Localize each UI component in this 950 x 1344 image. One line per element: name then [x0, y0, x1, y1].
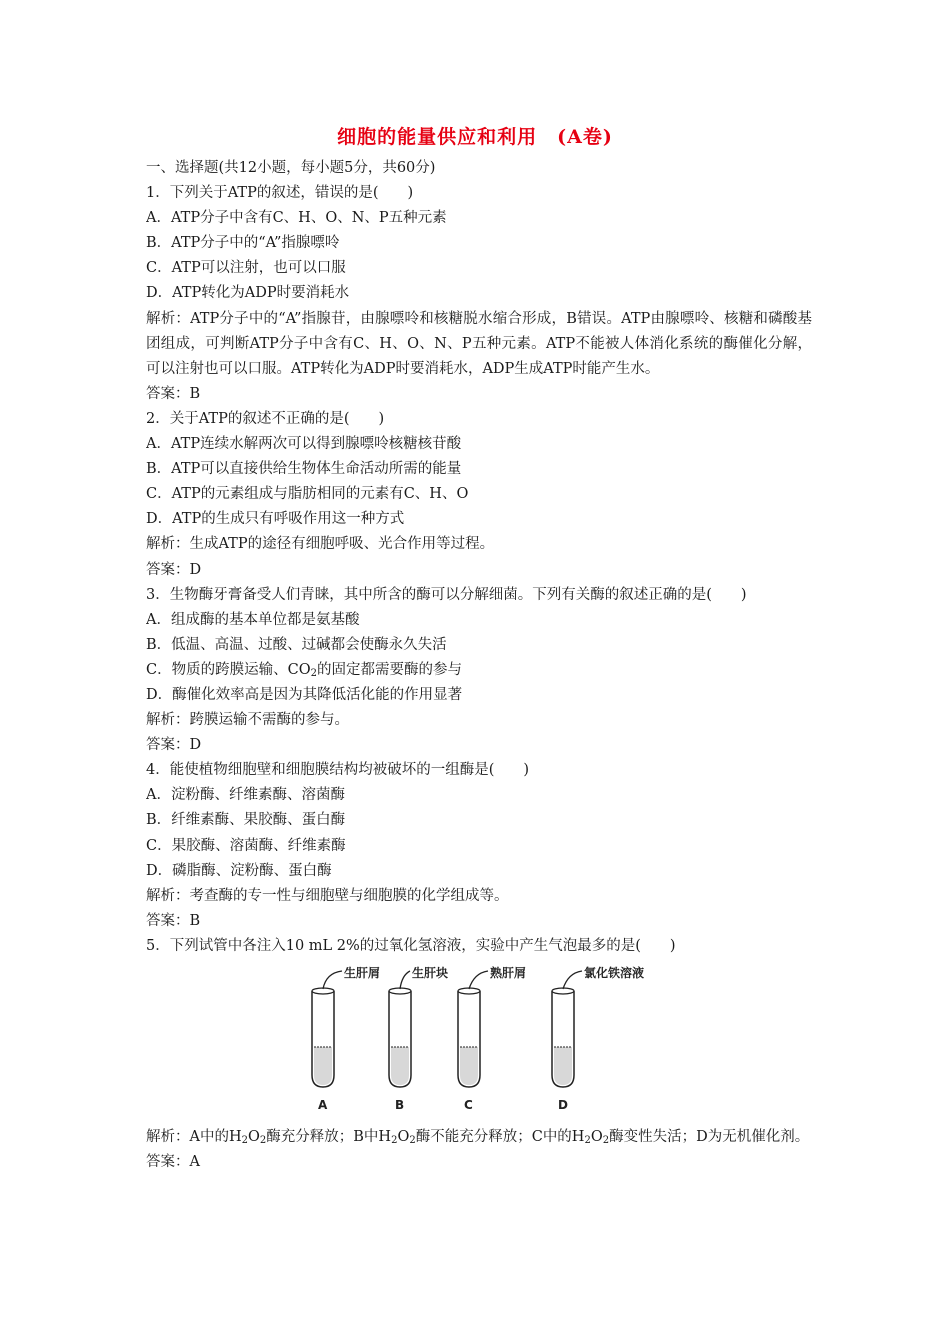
question-2-option-d: D．ATP的生成只有呼吸作用这一种方式 — [146, 511, 405, 528]
question-1-option-d: D．ATP转化为ADP时要消耗水 — [146, 285, 350, 302]
question-1-option-c: C．ATP可以注射，也可以口服 — [146, 260, 346, 277]
question-2-answer: 答案：D — [146, 561, 202, 578]
question-4-option-b: B．纤维素酶、果胶酶、蛋白酶 — [146, 812, 346, 829]
analysis-part: O — [248, 1129, 260, 1145]
page-title: 细胞的能量供应和利用 (A卷) — [337, 126, 613, 148]
subscript: 2 — [259, 1135, 267, 1146]
question-4-stem: 4．能使植物细胞壁和细胞膜结构均被破坏的一组酶是( ) — [146, 762, 530, 779]
question-2-analysis: 解析：生成ATP的途径有细胞呼吸、光合作用等过程。 — [146, 536, 495, 553]
question-2-option-a: A．ATP连续水解两次可以得到腺嘌呤核糖核苷酸 — [146, 436, 462, 453]
question-5-stem: 5．下列试管中各注入10 mL 2%的过氧化氢溶液，实验中产生气泡最多的是( ) — [146, 937, 676, 954]
tube-b — [389, 965, 448, 1112]
tube-a-label: 生肝屑 — [344, 966, 381, 980]
question-2-stem: 2．关于ATP的叙述不正确的是( ) — [146, 410, 385, 427]
subscript: 2 — [584, 1135, 591, 1146]
tube-d-letter: D — [558, 1098, 568, 1112]
tube-c — [458, 965, 526, 1112]
subscript: 2 — [310, 667, 317, 679]
test-tubes-diagram — [306, 963, 666, 1123]
question-4-option-a: A．淀粉酶、纤维素酶、溶菌酶 — [146, 787, 345, 804]
question-3-option-c — [146, 658, 812, 683]
section-heading: 一、选择题(共12小题，每小题5分，共60分) — [146, 160, 436, 176]
tube-b-letter: B — [395, 1098, 405, 1112]
question-4-option-c: C．果胶酶、溶菌酶、纤维素酶 — [146, 837, 346, 854]
question-3-stem: 3．生物酶牙膏备受人们青睐，其中所含的酶可以分解细菌。下列有关酶的叙述正确的是( ) — [146, 586, 747, 603]
question-1-option-a: A．ATP分子中含有C、H、O、N、P五种元素 — [146, 210, 447, 227]
tube-c-letter: C — [464, 1098, 473, 1112]
tube-b-label: 生肝块 — [412, 966, 449, 980]
tube-d-label: 氯化铁溶液 — [584, 966, 645, 980]
question-1-answer: 答案：B — [146, 385, 201, 402]
analysis-part: 酶不能充分释放；C中的H — [415, 1129, 585, 1145]
question-2-option-b: B．ATP可以直接供给生物体生命活动所需的能量 — [146, 461, 462, 478]
question-3-answer: 答案：D — [146, 737, 202, 754]
question-3-option-d: D．酶催化效率高是因为其降低活化能的作用显著 — [146, 686, 463, 703]
tube-a-letter: A — [318, 1098, 328, 1112]
question-4-answer: 答案：B — [146, 912, 201, 929]
option-c-text: C．物质的跨膜运输、CO — [146, 661, 311, 678]
subscript: 2 — [391, 1135, 398, 1146]
test-tube-figure — [146, 959, 812, 1125]
analysis-part: 酶变性失活；D为无机催化剂。 — [609, 1129, 810, 1145]
question-5-answer: 答案：A — [146, 1154, 200, 1171]
question-5-analysis — [146, 1125, 812, 1150]
tube-d — [552, 965, 644, 1112]
subscript: 2 — [409, 1135, 416, 1146]
question-1-stem: 1．下列关于ATP的叙述，错误的是( ) — [146, 185, 414, 202]
tube-c-label: 熟肝屑 — [490, 966, 527, 980]
tube-a — [312, 965, 380, 1112]
analysis-part: O — [397, 1129, 410, 1145]
question-list — [146, 156, 812, 1175]
analysis-part: O — [590, 1129, 603, 1145]
option-c-rest: 的固定都需要酶的参与 — [316, 661, 462, 678]
analysis-part: 解析：A中的H — [146, 1129, 242, 1145]
question-4-analysis: 解析：考查酶的专一性与细胞壁与细胞膜的化学组成等。 — [146, 887, 509, 904]
question-1-option-b: B．ATP分子中的“A”指腺嘌呤 — [146, 235, 340, 252]
question-2-option-c: C．ATP的元素组成与脂肪相同的元素有C、H、O — [146, 486, 469, 503]
analysis-part: 酶充分释放；B中H — [266, 1129, 392, 1145]
subscript: 2 — [602, 1135, 610, 1146]
question-1-analysis: 解析：ATP分子中的“A”指腺苷，由腺嘌呤和核糖脱水缩合形成，B错误。ATP由腺嘌呤、核糖和磷酸基团组成，可判断ATP分子中含有C、H、O、N、P五种元素。ATP不能被人体消化系统的酶催化分解，可以注射也可以口服。ATP转化为ADP时要消耗水，ADP生成ATP时能产生水。 — [146, 310, 812, 377]
question-4-option-d: D．磷脂酶、淀粉酶、蛋白酶 — [146, 862, 332, 879]
question-3-analysis: 解析：跨膜运输不需酶的参与。 — [146, 712, 349, 729]
question-3-option-b: B．低温、高温、过酸、过碱都会使酶永久失活 — [146, 636, 447, 653]
question-3-option-a: A．组成酶的基本单位都是氨基酸 — [146, 611, 360, 628]
subscript: 2 — [241, 1135, 248, 1146]
